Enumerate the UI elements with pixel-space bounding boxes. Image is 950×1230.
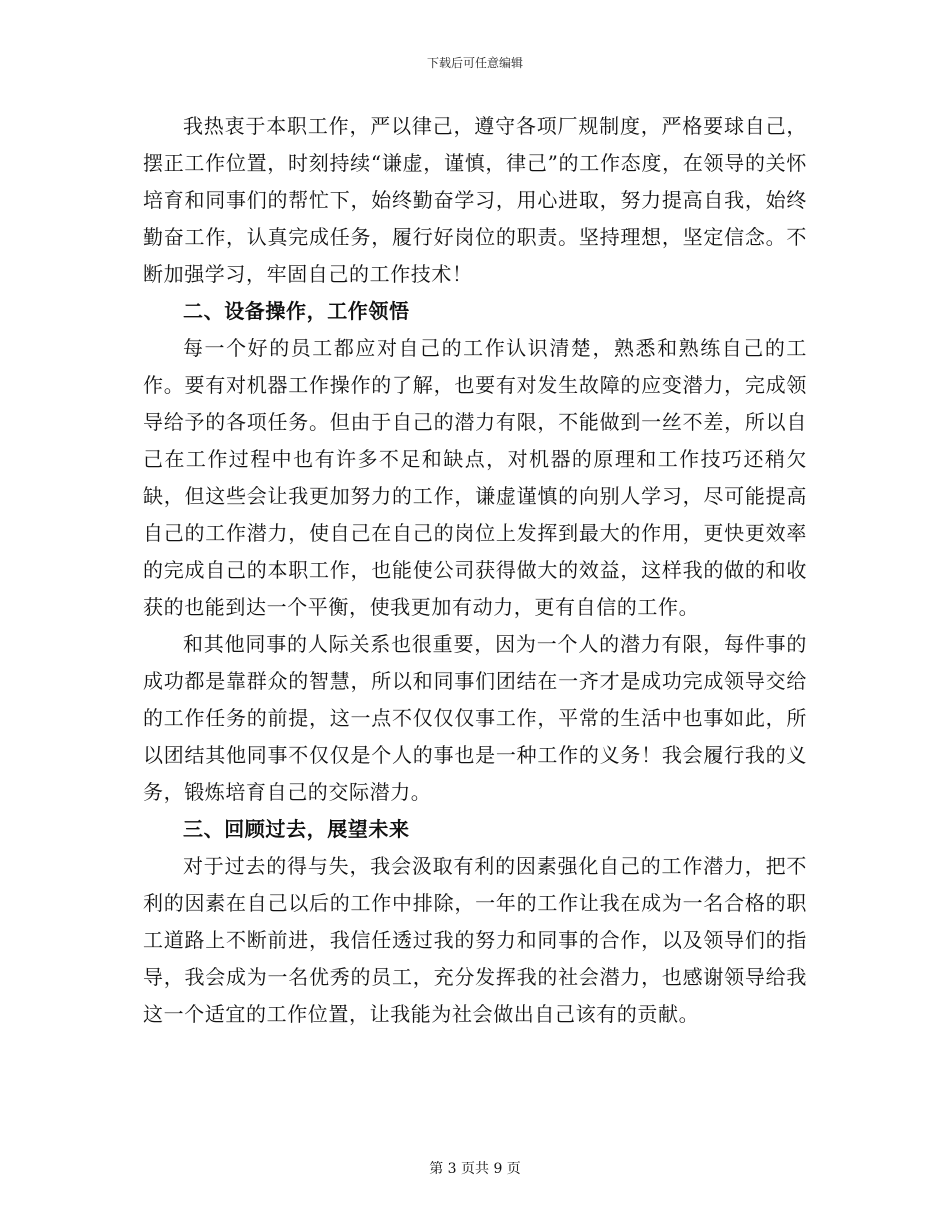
page-header: 下载后可任意编辑 (426, 56, 523, 70)
paragraph-colleague-relations: 和其他同事的人际关系也很重要，因为一个人的潜力有限，每件事的成功都是靠群众的智慧，所以和同事们团结在一齐才是成功完成领导交给的工作任务的前提，这一点不仅仅仅事工作，平常的生活中也事如此，所以团结其他同事不仅仅是个人的事也是一种工作的义务！我会履行我的义务，锻炼培育自己的交际潜力。 (143, 632, 807, 804)
page-number: 第 3 页共 9 页 (429, 1161, 521, 1177)
document-body (143, 108, 807, 1033)
paragraph-review-outlook: 对于过去的得与失，我会汲取有利的因素强化自己的工作潜力，把不利的因素在自己以后的工作中排除，一年的工作让我在成为一名合格的职工道路上不断前进，我信任透过我的努力和同事的合作，以及领导们的指导，我会成为一名优秀的员工，充分发挥我的社会潜力，也感谢领导给我这一个适宜的工作位置，让我能为社会做出自己该有的贡献。 (143, 854, 807, 1026)
section-heading-equipment: 二、设备操作，工作领悟 (183, 299, 410, 323)
paragraph-work-attitude: 我热衷于本职工作，严以律己，遵守各项厂规制度，严格要球自己，摆正工作位置，时刻持续“谦虚，谨慎，律己”的工作态度，在领导的关怀培育和同事们的帮忙下，始终勤奋学习，用心进取，努力提高自我，始终勤奋工作，认真完成任务，履行好岗位的职责。坚持理想，坚定信念。不断加强学习，牢固自己的工作技术！ (143, 114, 807, 286)
section-heading-review: 三、回顾过去，展望未来 (183, 817, 410, 841)
paragraph-equipment-operation: 每一个好的员工都应对自己的工作认识清楚，熟悉和熟练自己的工作。要有对机器工作操作的了解，也要有对发生故障的应变潜力，完成领导给予的各项任务。但由于自己的潜力有限，不能做到一丝不差，所以自己在工作过程中也有许多不足和缺点，对机器的原理和工作技巧还稍欠缺，但这些会让我更加努力的工作，谦虚谨慎的向别人学习，尽可能提高自己的工作潜力，使自己在自己的岗位上发挥到最大的作用，更快更效率的完成自己的本职工作，也能使公司获得做大的效益，这样我的做的和收获的也能到达一个平衡，使我更加有动力，更有自信的工作。 (143, 336, 807, 619)
